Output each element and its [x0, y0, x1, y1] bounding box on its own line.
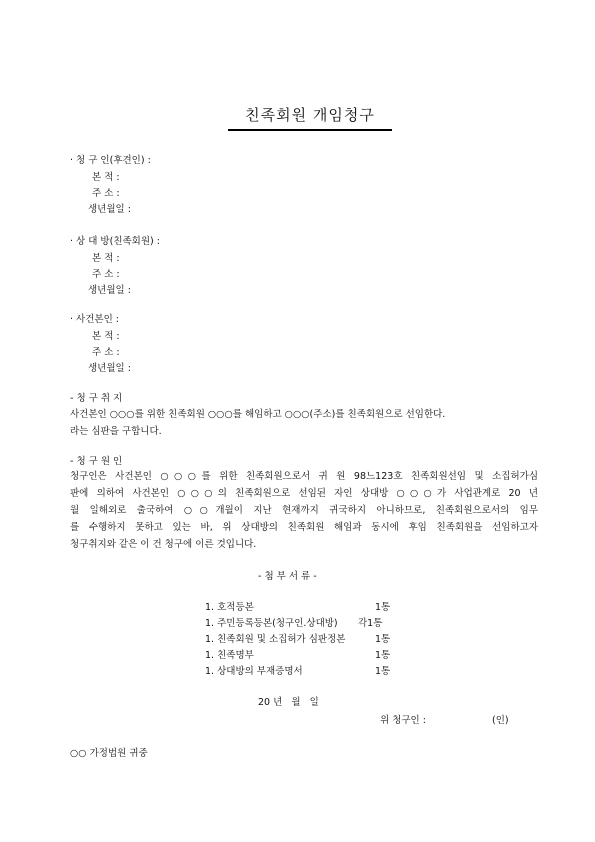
petitioner-heading: · 청 구 인(후견인) :: [70, 155, 151, 166]
claim-cause-line5: 청구취지와 같은 이 건 청구에 이른 것입니다.: [70, 539, 257, 550]
signature-seal: (인): [492, 715, 509, 726]
principal-birthdate: 생년월일 :: [88, 363, 131, 374]
date-line: 20 년 월 일: [258, 697, 319, 708]
respondent-heading: · 상 대 방(친족회원) :: [70, 236, 160, 247]
attachment-item-qty: 1통: [375, 602, 391, 613]
attachment-item-qty: 각1통: [358, 618, 383, 629]
principal-domicile: 본 적 :: [92, 331, 120, 342]
document-title: 친족회원 개임청구: [228, 104, 392, 131]
claim-cause-line3: 월 일해외로 출국하여 ○○개월이 지난 현재까지 귀국하지 아니하므로, 친족회원으로서의 임무: [70, 505, 538, 516]
attachment-item-qty: 1통: [375, 666, 391, 677]
respondent-domicile: 본 적 :: [92, 253, 120, 264]
signature-label: 위 청구인 :: [380, 715, 426, 726]
attachment-item-name: 1. 친족명부: [205, 650, 254, 661]
attachment-item-name: 1. 호적등본: [205, 602, 254, 613]
attachment-item-qty: 1통: [375, 634, 391, 645]
attachment-item-name: 1. 상대방의 부재증명서: [205, 666, 303, 677]
claim-purpose-heading: - 청 구 취 지: [70, 393, 123, 404]
claim-cause-line1: 청구인은 사건본인 ○○○를 위한 친족회원으로서 귀 원 98느123호 친족회원선임 및 소집허가심: [70, 471, 538, 482]
attachment-item-name: 1. 친족회원 및 소집허가 심판정본: [205, 634, 346, 645]
claim-cause-heading: - 청 구 원 인: [70, 456, 123, 467]
claim-cause-line2: 판에 의하여 사건본인 ○○○의 친족회원으로 선임된 자인 상대방 ○○○가 사업관계로 20 년: [70, 488, 538, 499]
attachments-heading: - 첨 부 서 류 -: [258, 571, 317, 582]
respondent-birthdate: 생년월일 :: [88, 285, 131, 296]
claim-cause-line4: 를 수행하지 못하고 있는 바, 위 상대방의 친족회원 해임과 동시에 후임 친족회원을 선임하고자: [70, 522, 538, 533]
court-addressee: ○○ 가정법원 귀중: [70, 748, 148, 759]
principal-address: 주 소 :: [92, 347, 120, 358]
petitioner-domicile: 본 적 :: [92, 172, 120, 183]
attachment-item-name: 1. 주민등록등본(청구인.상대방): [205, 618, 338, 629]
principal-heading: · 사건본인 :: [70, 314, 119, 325]
respondent-address: 주 소 :: [92, 269, 120, 280]
petitioner-birthdate: 생년월일 :: [88, 204, 131, 215]
claim-purpose-line2: 라는 심판을 구합니다.: [70, 426, 162, 437]
petitioner-address: 주 소 :: [92, 188, 120, 199]
attachment-item-qty: 1통: [375, 650, 391, 661]
claim-purpose-line1: 사건본인 ○○○를 위한 친족회원 ○○○를 해임하고 ○○○(주소)를 친족회원으로 선임한다.: [70, 409, 446, 420]
